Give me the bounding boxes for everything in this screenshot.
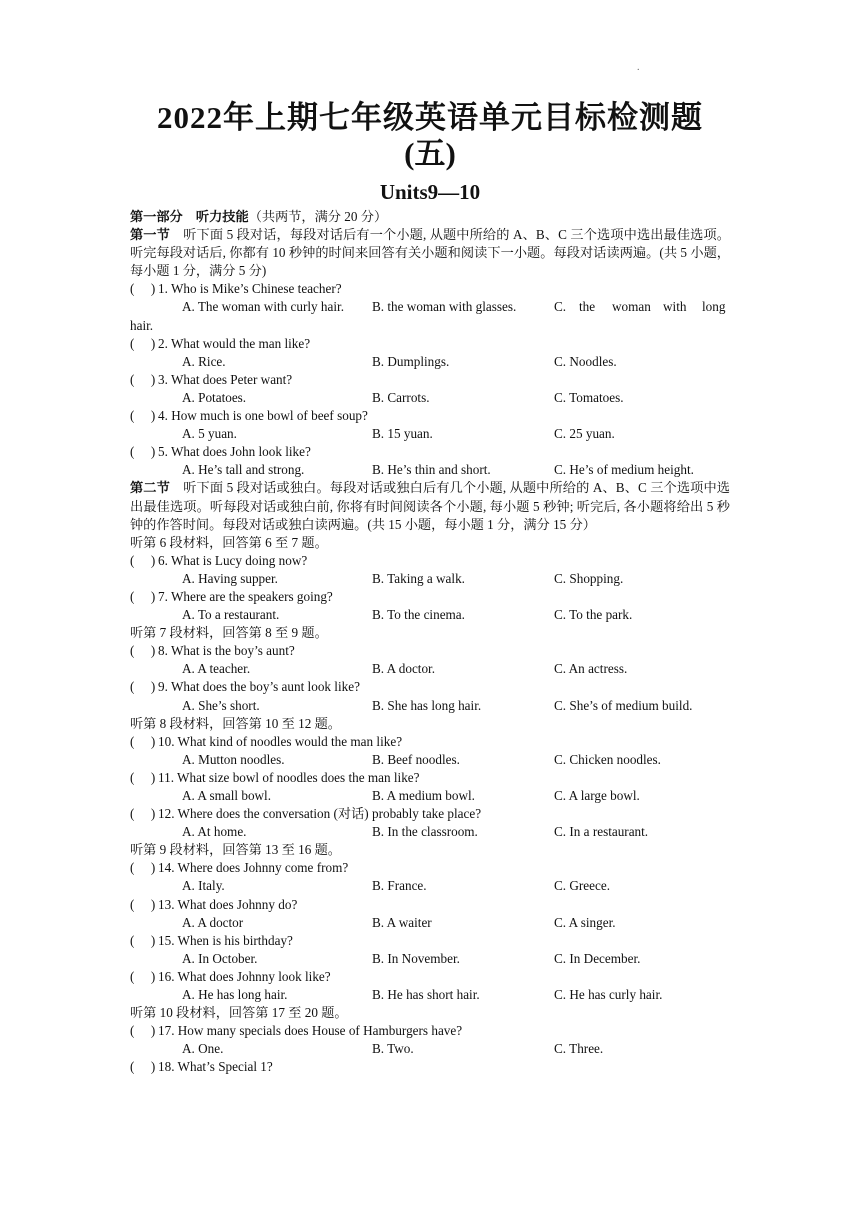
- option-a: A. A small bowl.: [182, 788, 272, 803]
- question-text: 5. What does John look like?: [158, 444, 311, 460]
- section1-label: 第一节: [130, 227, 170, 243]
- option-c: C. Three.: [554, 1041, 604, 1057]
- part1-title: 第一部分 听力技能: [130, 209, 249, 224]
- answer-blank[interactable]: ( ): [130, 860, 156, 876]
- question-text: 14. Where does Johnny come from?: [158, 860, 349, 876]
- question-4: [130, 407, 730, 425]
- question-5: [130, 443, 730, 461]
- answer-blank[interactable]: ( ): [130, 679, 156, 695]
- answer-blank[interactable]: ( ): [130, 444, 156, 460]
- question-17-options: [130, 1040, 730, 1058]
- question-15-options: [130, 950, 730, 968]
- answer-blank[interactable]: ( ): [130, 1023, 156, 1039]
- question-8: [130, 642, 730, 660]
- option-b: B. In November.: [372, 950, 460, 966]
- answer-blank[interactable]: ( ): [130, 588, 156, 604]
- option-b: B. A medium bowl.: [372, 788, 475, 803]
- question-10-options: [130, 751, 730, 769]
- question-14-options: [130, 877, 730, 895]
- material-8-heading: 听第 8 段材料，回答第 10 至 12 题。: [130, 715, 341, 731]
- answer-blank[interactable]: ( ): [130, 335, 156, 351]
- answer-blank[interactable]: ( ): [130, 552, 156, 568]
- question-text: 16. What does Johnny look like?: [158, 968, 331, 984]
- option-a: A. One.: [182, 1041, 224, 1057]
- option-c-word: the: [579, 299, 596, 315]
- question-text: 17. How many specials does House of Hamburgers have?: [158, 1023, 463, 1039]
- option-a: A. A doctor: [182, 914, 244, 930]
- question-text: 6. What is Lucy doing now?: [158, 552, 308, 568]
- question-2: [130, 335, 730, 353]
- option-c: C. In December.: [554, 950, 641, 966]
- question-text: 15. When is his birthday?: [158, 932, 293, 948]
- option-b: B. He has short hair.: [372, 987, 480, 1003]
- option-a: A. She’s short.: [182, 697, 260, 713]
- option-c: C. She’s of medium build.: [554, 697, 693, 713]
- question-3-options: [130, 389, 730, 407]
- question-4-options: [130, 425, 730, 443]
- material-9-heading: 听第 9 段材料，回答第 13 至 16 题。: [130, 842, 341, 858]
- option-a: A. To a restaurant.: [182, 607, 280, 623]
- question-7: [130, 588, 730, 606]
- option-b: B. Taking a walk.: [372, 570, 465, 586]
- question-7-options: [130, 606, 730, 624]
- question-17: [130, 1022, 730, 1040]
- option-c: C. In a restaurant.: [554, 824, 649, 840]
- material-6-heading: 听第 6 段材料，回答第 6 至 7 题。: [130, 534, 328, 550]
- option-b: B. She has long hair.: [372, 697, 482, 713]
- question-13: [130, 896, 730, 914]
- question-18: [130, 1058, 730, 1076]
- option-c: C. Tomatoes.: [554, 389, 624, 405]
- question-text: 18. What’s Special 1?: [158, 1059, 273, 1075]
- option-a: A. In October.: [182, 950, 258, 966]
- option-c: C.: [554, 299, 567, 315]
- part1-score: （共两节，满分 20 分）: [248, 209, 388, 224]
- option-a: A. 5 yuan.: [182, 426, 237, 442]
- answer-blank[interactable]: ( ): [130, 769, 156, 785]
- answer-blank[interactable]: ( ): [130, 371, 156, 387]
- option-a: A. Potatoes.: [182, 389, 247, 405]
- question-14: [130, 859, 730, 877]
- answer-blank[interactable]: ( ): [130, 896, 156, 912]
- answer-blank[interactable]: ( ): [130, 806, 156, 822]
- option-b: B. In the classroom.: [372, 824, 478, 840]
- question-16-options: [130, 986, 730, 1004]
- question-12-options: [130, 823, 730, 841]
- question-5-options: [130, 461, 730, 479]
- section1-instructions-block: [130, 226, 730, 280]
- question-9-options: [130, 697, 730, 715]
- question-text: 8. What is the boy’s aunt?: [158, 643, 295, 659]
- section2-label: 第二节: [130, 480, 170, 496]
- question-8-options: [130, 660, 730, 678]
- question-11: [130, 769, 730, 787]
- answer-blank[interactable]: ( ): [130, 281, 156, 297]
- option-a: A. Rice.: [182, 353, 226, 369]
- answer-blank[interactable]: ( ): [130, 643, 156, 659]
- option-c: C. A large bowl.: [554, 788, 640, 803]
- option-c: C. He’s of medium height.: [554, 462, 694, 478]
- option-c-continued: hair.: [130, 317, 154, 333]
- question-text: 4. How much is one bowl of beef soup?: [158, 408, 368, 424]
- question-text: 7. Where are the speakers going?: [158, 588, 333, 604]
- question-9: [130, 678, 730, 696]
- option-c: C. A singer.: [554, 914, 616, 930]
- section2-instructions-block: [130, 479, 730, 533]
- option-a: A. He has long hair.: [182, 987, 288, 1003]
- option-b: B. Dumplings.: [372, 353, 450, 369]
- question-text: 1. Who is Mike’s Chinese teacher?: [158, 281, 342, 297]
- question-6: [130, 552, 730, 570]
- page-dot: .: [637, 62, 640, 73]
- option-c: C. Chicken noodles.: [554, 751, 661, 767]
- answer-blank[interactable]: ( ): [130, 932, 156, 948]
- material-10-heading: 听第 10 段材料，回答第 17 至 20 题。: [130, 1005, 348, 1021]
- question-15: [130, 932, 730, 950]
- question-text: 13. What does Johnny do?: [158, 896, 298, 912]
- option-c: C. He has curly hair.: [554, 987, 663, 1003]
- section1-instructions: 听下面 5 段对话，每段对话后有一个小题, 从题中所给的 A、B、C 三个选项中选出最佳选项。听完每段对话后, 你都有 10 秒钟的时间来回答有关小题和阅读下一小题。每段对话读两遍。(共 5 小题，每小题 1 分，满分 5 分): [130, 227, 730, 279]
- section2-instructions: 听下面 5 段对话或独白。每段对话或独白后有几个小题, 从题中所给的 A、B、C 三个选项中选出最佳选项。听每段对话或独白前, 你将有时间阅读各个小题, 每小题 5 秒钟; 听完后, 各小题将给出 5 秒钟的作答时间。每段对话或独白读两遍。(共 15 小题，每小题 1 分，满分 15 分）: [130, 480, 730, 532]
- option-a: A. Having supper.: [182, 570, 278, 586]
- option-b: B. 15 yuan.: [372, 426, 433, 442]
- question-text: 11. What size bowl of noodles does the man like?: [158, 769, 420, 785]
- option-b: B. A doctor.: [372, 661, 436, 677]
- option-b: B. To the cinema.: [372, 607, 465, 623]
- question-text: 10. What kind of noodles would the man like?: [158, 733, 403, 749]
- option-b: B. Carrots.: [372, 389, 430, 405]
- question-6-options: [130, 570, 730, 588]
- question-3: [130, 371, 730, 389]
- option-a: A. Italy.: [182, 878, 225, 894]
- question-text: 2. What would the man like?: [158, 335, 311, 351]
- material-7-heading: 听第 7 段材料，回答第 8 至 9 题。: [130, 625, 328, 641]
- answer-blank[interactable]: ( ): [130, 968, 156, 984]
- option-b: B. Beef noodles.: [372, 751, 460, 767]
- part1-heading: [130, 208, 730, 226]
- question-13-options: [130, 914, 730, 932]
- question-text: 12. Where does the conversation (对话) probably take place?: [158, 806, 482, 822]
- question-12: [130, 805, 730, 823]
- question-text: 9. What does the boy’s aunt look like?: [158, 679, 360, 695]
- option-a: A. A teacher.: [182, 661, 251, 677]
- answer-blank[interactable]: ( ): [130, 408, 156, 424]
- question-text: 3. What does Peter want?: [158, 371, 293, 387]
- exam-title-line2: (五): [404, 136, 456, 171]
- option-c: C. 25 yuan.: [554, 426, 615, 442]
- answer-blank[interactable]: ( ): [130, 1059, 156, 1075]
- question-16: [130, 968, 730, 986]
- question-1-options: [130, 298, 730, 316]
- option-a: A. Mutton noodles.: [182, 751, 285, 767]
- option-c: C. Shopping.: [554, 570, 624, 586]
- question-2-options: [130, 353, 730, 371]
- option-c: C. An actress.: [554, 661, 628, 677]
- units-heading: Units9—10: [379, 180, 481, 204]
- question-10: [130, 733, 730, 751]
- question-11-options: [130, 787, 730, 805]
- option-b: B. A waiter: [372, 914, 432, 930]
- exam-page: [130, 100, 730, 1077]
- option-b: B. the woman with glasses.: [372, 299, 517, 315]
- option-c: C. Noodles.: [554, 353, 617, 369]
- option-b: B. Two.: [372, 1041, 414, 1057]
- option-a: A. He’s tall and strong.: [182, 462, 305, 478]
- option-c-word: with: [663, 299, 687, 315]
- option-c-word: woman: [612, 299, 651, 315]
- option-c: C. Greece.: [554, 878, 611, 894]
- answer-blank[interactable]: ( ): [130, 733, 156, 749]
- option-c-word: long: [702, 299, 726, 315]
- option-b: B. France.: [372, 878, 427, 894]
- option-b: B. He’s thin and short.: [372, 462, 491, 478]
- question-1: [130, 280, 730, 298]
- option-c: C. To the park.: [554, 607, 633, 623]
- option-a: A. At home.: [182, 824, 247, 840]
- exam-title: 2022年上期七年级英语单元目标检测题: [157, 100, 703, 135]
- option-a: A. The woman with curly hair.: [182, 299, 345, 315]
